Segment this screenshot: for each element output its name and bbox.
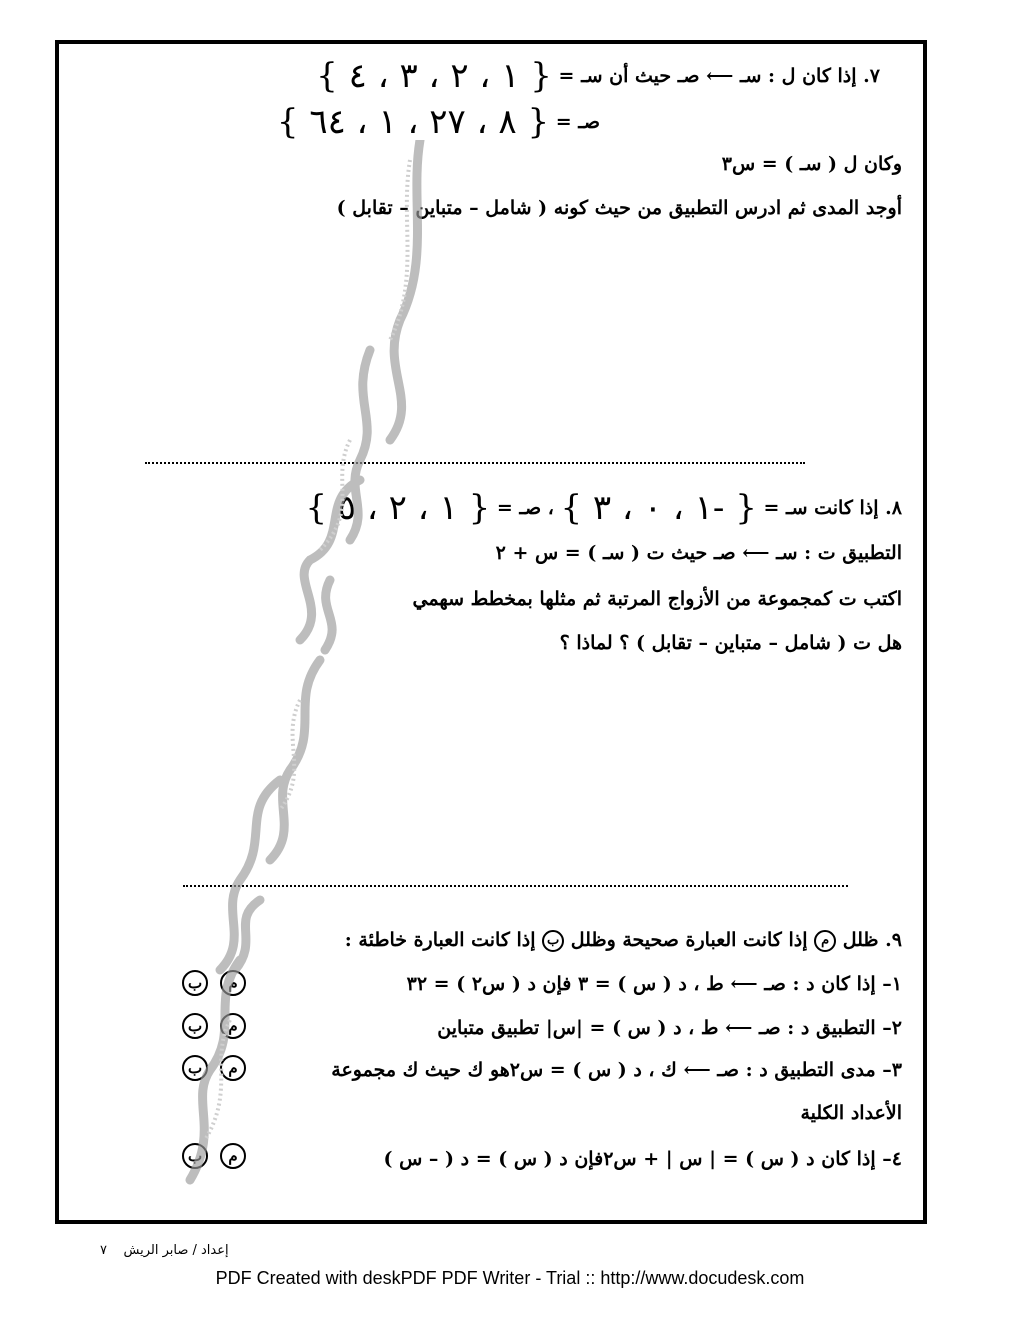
q9-item3-options	[182, 1055, 246, 1081]
q7-line1	[316, 56, 880, 96]
q8-line4: هل ت ( شامل – متباين – تقابل ) ؟ لماذا ؟	[559, 632, 902, 654]
footer-author	[100, 1243, 229, 1258]
q9-item4: ٤– إذا كان د ( س ) = | س | + س٢فإن د ( س ) = د ( – س )	[383, 1148, 902, 1170]
footer-author-text: إعداد / صابر الريش	[123, 1243, 229, 1258]
q9-number: ٩.	[885, 929, 902, 951]
separator-1	[145, 462, 805, 464]
true-option-inline: م	[814, 930, 836, 952]
q7-line1-text: إذا كان ل : سـ ⟵ صـ حيث أن سـ =	[558, 65, 857, 87]
page-number: ٧	[100, 1243, 107, 1258]
q7-line2	[276, 102, 600, 142]
pdf-trial-notice: PDF Created with deskPDF PDF Writer - Trial :: http://www.docudesk.com	[215, 1268, 805, 1288]
q9-item2-options	[182, 1013, 246, 1039]
q9-intro-b: إذا كانت العبارة صحيحة وظلل	[570, 929, 808, 951]
false-option[interactable]: ب	[182, 1055, 208, 1081]
q8-line1-text: إذا كانت سـ =	[763, 497, 879, 519]
q9-item3a: ٣– مدى التطبيق د : صـ ⟵ ك ، د ( س ) = س٢هو ك حيث ك مجموعة	[331, 1059, 902, 1081]
q8-line3: اكتب ت كمجموعة من الأزواج المرتبة ثم مثلها بمخطط سهمي	[412, 588, 902, 610]
q9-item1: ١– إذا كان د : صـ ⟵ ط ، د ( س ) = ٣ فإن د ( س٢ ) = ٣٢	[406, 973, 902, 995]
q9-intro	[345, 928, 902, 952]
q9-intro-c: إذا كانت العبارة خاطئة :	[344, 929, 536, 951]
q8-set-y: { ١ ، ٢ ، ٥ }	[305, 488, 491, 528]
q7-line4: أوجد المدى ثم ادرس التطبيق من حيث كونه ( شامل – متباين – تقابل )	[336, 197, 902, 219]
false-option-inline: ب	[542, 930, 564, 952]
q8-line2: التطبيق ت : سـ ⟵ صـ حيث ت ( سـ ) = س + ٢	[495, 542, 902, 564]
false-option[interactable]: ب	[182, 1013, 208, 1039]
true-option[interactable]: م	[220, 1143, 246, 1169]
separator-2	[183, 885, 848, 887]
q7-line3: وكان ل ( سـ ) = س٣	[721, 153, 902, 175]
q9-intro-a: ظلل	[842, 929, 879, 951]
true-option[interactable]: م	[220, 1013, 246, 1039]
q8-number: ٨.	[885, 497, 902, 519]
false-option[interactable]: ب	[182, 970, 208, 996]
true-option[interactable]: م	[220, 1055, 246, 1081]
false-option[interactable]: ب	[182, 1143, 208, 1169]
q7-number: ٧.	[863, 65, 880, 87]
q8-line1	[305, 488, 902, 528]
q9-item2: ٢– التطبيق د : صـ ⟵ ط ، د ( س ) = |س| تطبيق متباين	[437, 1017, 902, 1039]
q8-set-x: { -١ ، ٠ ، ٣ }	[560, 488, 757, 528]
q9-item1-options	[182, 970, 246, 996]
q7-line2-text: صـ =	[555, 111, 600, 133]
q7-set-y: { ٨ ، ٢٧ ، ١ ، ٦٤ }	[276, 102, 550, 142]
q9-item3b: الأعداد الكلية	[800, 1102, 902, 1124]
q7-set-x: { ١ ، ٢ ، ٣ ، ٤ }	[316, 56, 552, 96]
true-option[interactable]: م	[220, 970, 246, 996]
q8-line1-mid: ، صـ =	[496, 497, 554, 519]
q9-item4-options	[182, 1143, 246, 1169]
